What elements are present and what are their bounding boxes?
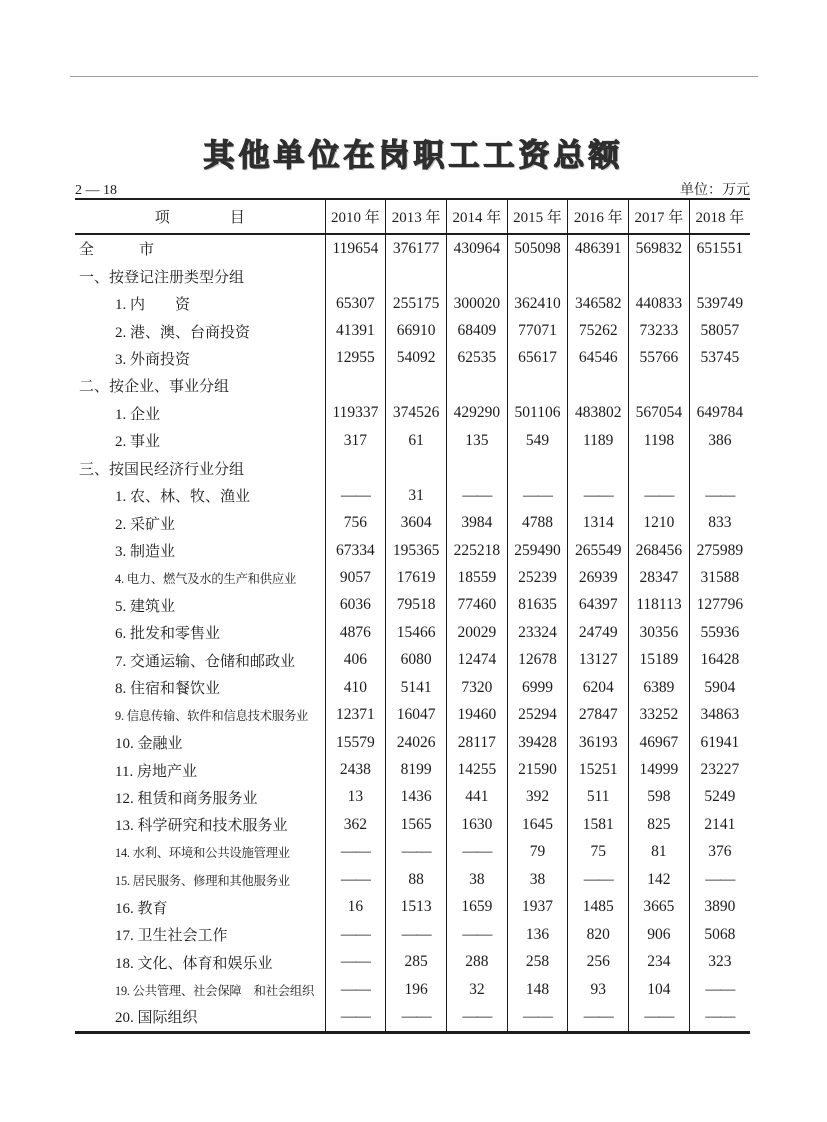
cell-value: 148 <box>507 976 568 1003</box>
cell-value: 258 <box>507 948 568 975</box>
cell-value: 25239 <box>507 564 568 591</box>
row-item-label: 2. 港、澳、台商投资 <box>115 324 251 341</box>
cell-value: 906 <box>629 921 690 948</box>
row-item-label: 19. 公共管理、社会保障 和社会组织 <box>115 983 315 998</box>
table-row <box>75 564 750 591</box>
unit-label: 单位：万元 <box>680 183 750 198</box>
cell-value: 81 <box>629 839 690 866</box>
cell-value: —— <box>325 976 386 1003</box>
cell-value <box>568 262 629 289</box>
cell-value: 16 <box>325 894 386 921</box>
cell-value: —— <box>325 921 386 948</box>
cell-value <box>629 262 690 289</box>
cell-value: —— <box>446 482 507 509</box>
cell-value: 833 <box>689 509 750 536</box>
cell-value: 7320 <box>446 674 507 701</box>
row-item-label: 9. 信息传输、软件和信息技术服务业 <box>115 709 309 724</box>
table-body <box>75 234 750 1032</box>
cell-value: 1198 <box>629 427 690 454</box>
table-row <box>75 976 750 1003</box>
meta-row <box>75 179 750 199</box>
table-row <box>75 839 750 866</box>
row-item-label: 13. 科学研究和技术服务业 <box>115 818 288 835</box>
cell-value <box>568 372 629 399</box>
cell-value: 2141 <box>689 811 750 838</box>
table-row <box>75 400 750 427</box>
cell-value: 9057 <box>325 564 386 591</box>
cell-value: —— <box>446 1003 507 1032</box>
row-item-label: 一、按登记注册类型分组 <box>79 269 245 286</box>
cell-value: 54092 <box>386 345 447 372</box>
row-item-label: 2. 采矿业 <box>115 516 176 533</box>
cell-value: —— <box>325 839 386 866</box>
cell-value: 13 <box>325 784 386 811</box>
cell-value: 392 <box>507 784 568 811</box>
cell-value: 1210 <box>629 509 690 536</box>
cell-value: 756 <box>325 509 386 536</box>
cell-value: —— <box>446 921 507 948</box>
cell-value: 1645 <box>507 811 568 838</box>
cell-value: 362410 <box>507 290 568 317</box>
cell-value: —— <box>568 482 629 509</box>
cell-value: 81635 <box>507 592 568 619</box>
table-row <box>75 509 750 536</box>
cell-value: 649784 <box>689 400 750 427</box>
header-year-2017: 2017 年 <box>629 199 690 234</box>
cell-value: 25294 <box>507 701 568 728</box>
cell-value: 14999 <box>629 756 690 783</box>
row-item-label: 二、按企业、事业分组 <box>79 379 230 396</box>
cell-value: 6389 <box>629 674 690 701</box>
table-row <box>75 729 750 756</box>
cell-value: 486391 <box>568 234 629 262</box>
row-item-label: 16. 教育 <box>115 900 168 917</box>
cell-value: —— <box>325 482 386 509</box>
cell-value <box>629 372 690 399</box>
row-item-label: 3. 外商投资 <box>115 351 191 368</box>
cell-value: 4876 <box>325 619 386 646</box>
row-item-label: 1. 农、林、牧、渔业 <box>115 489 251 506</box>
cell-value: 825 <box>629 811 690 838</box>
cell-value: 93 <box>568 976 629 1003</box>
cell-value: 23227 <box>689 756 750 783</box>
cell-value: 288 <box>446 948 507 975</box>
row-item-label: 6. 批发和零售业 <box>115 626 221 643</box>
cell-value: 317 <box>325 427 386 454</box>
cell-value: 13127 <box>568 647 629 674</box>
table-header-row <box>75 199 750 234</box>
row-item-label: 2. 事业 <box>115 434 161 451</box>
cell-value: 259490 <box>507 537 568 564</box>
table-row <box>75 921 750 948</box>
cell-value: 5904 <box>689 674 750 701</box>
cell-value: 24026 <box>386 729 447 756</box>
cell-value: 16047 <box>386 701 447 728</box>
cell-value: 5141 <box>386 674 447 701</box>
cell-value: —— <box>507 1003 568 1032</box>
cell-value: 20029 <box>446 619 507 646</box>
cell-value: 234 <box>629 948 690 975</box>
cell-value: 142 <box>629 866 690 893</box>
cell-value: 30356 <box>629 619 690 646</box>
cell-value: 346582 <box>568 290 629 317</box>
cell-value: 1581 <box>568 811 629 838</box>
cell-value: —— <box>568 866 629 893</box>
cell-value: 79518 <box>386 592 447 619</box>
cell-value: 429290 <box>446 400 507 427</box>
cell-value: 511 <box>568 784 629 811</box>
cell-value: —— <box>689 1003 750 1032</box>
table-row <box>75 372 750 399</box>
cell-value: 651551 <box>689 234 750 262</box>
cell-value: 41391 <box>325 317 386 344</box>
cell-value: —— <box>507 482 568 509</box>
cell-value: 12474 <box>446 647 507 674</box>
cell-value: 32 <box>446 976 507 1003</box>
cell-value: 17619 <box>386 564 447 591</box>
cell-value: 1485 <box>568 894 629 921</box>
cell-value: 88 <box>386 866 447 893</box>
cell-value: 79 <box>507 839 568 866</box>
cell-value: 549 <box>507 427 568 454</box>
cell-value: 1937 <box>507 894 568 921</box>
cell-value: 6080 <box>386 647 447 674</box>
cell-value: 73233 <box>629 317 690 344</box>
cell-value: 46967 <box>629 729 690 756</box>
table-row <box>75 647 750 674</box>
cell-value <box>325 262 386 289</box>
cell-value: 376 <box>689 839 750 866</box>
cell-value: 64397 <box>568 592 629 619</box>
row-item-label: 17. 卫生社会工作 <box>115 928 228 945</box>
cell-value: 64546 <box>568 345 629 372</box>
cell-value: 15189 <box>629 647 690 674</box>
row-item-label: 15. 居民服务、修理和其他服务业 <box>115 873 290 888</box>
cell-value: 36193 <box>568 729 629 756</box>
cell-value: 65307 <box>325 290 386 317</box>
cell-value: 119654 <box>325 234 386 262</box>
cell-value: 15251 <box>568 756 629 783</box>
cell-value: 67334 <box>325 537 386 564</box>
cell-value: —— <box>325 1003 386 1032</box>
cell-value: 12955 <box>325 345 386 372</box>
cell-value: 136 <box>507 921 568 948</box>
cell-value: 19460 <box>446 701 507 728</box>
cell-value: —— <box>629 1003 690 1032</box>
table-row <box>75 811 750 838</box>
cell-value: 505098 <box>507 234 568 262</box>
cell-value: 33252 <box>629 701 690 728</box>
cell-value: 28117 <box>446 729 507 756</box>
cell-value: 38 <box>507 866 568 893</box>
cell-value: —— <box>689 976 750 1003</box>
row-item-label: 1. 内 资 <box>115 297 191 314</box>
cell-value: 66910 <box>386 317 447 344</box>
row-item-label: 14. 水利、环境和公共设施管理业 <box>115 846 290 861</box>
cell-value: 1565 <box>386 811 447 838</box>
cell-value: 55936 <box>689 619 750 646</box>
cell-value: 16428 <box>689 647 750 674</box>
cell-value <box>689 455 750 482</box>
cell-value <box>325 455 386 482</box>
cell-value <box>386 372 447 399</box>
table-row <box>75 894 750 921</box>
cell-value: 18559 <box>446 564 507 591</box>
row-item-label: 4. 电力、燃气及水的生产和供应业 <box>115 571 297 586</box>
cell-value: 21590 <box>507 756 568 783</box>
cell-value: —— <box>689 482 750 509</box>
cell-value: 75 <box>568 839 629 866</box>
header-year-2016: 2016 年 <box>568 199 629 234</box>
cell-value: 27847 <box>568 701 629 728</box>
row-item-label: 全 市 <box>79 242 155 259</box>
cell-value <box>507 455 568 482</box>
cell-value: 75262 <box>568 317 629 344</box>
cell-value <box>568 455 629 482</box>
cell-value <box>446 455 507 482</box>
cell-value: 268456 <box>629 537 690 564</box>
cell-value: 62535 <box>446 345 507 372</box>
cell-value: 374526 <box>386 400 447 427</box>
table-row <box>75 674 750 701</box>
table-row <box>75 592 750 619</box>
table-row <box>75 290 750 317</box>
cell-value: 285 <box>386 948 447 975</box>
cell-value: 77460 <box>446 592 507 619</box>
cell-value <box>507 372 568 399</box>
cell-value: 567054 <box>629 400 690 427</box>
cell-value: 24749 <box>568 619 629 646</box>
cell-value <box>386 455 447 482</box>
cell-value: 127796 <box>689 592 750 619</box>
cell-value: 275989 <box>689 537 750 564</box>
cell-value: 255175 <box>386 290 447 317</box>
page-title: 其他单位在岗职工工资总额 <box>203 138 624 173</box>
cell-value: 1513 <box>386 894 447 921</box>
row-item-label: 3. 制造业 <box>115 544 176 561</box>
cell-value: 376177 <box>386 234 447 262</box>
cell-value: 34863 <box>689 701 750 728</box>
cell-value: 65617 <box>507 345 568 372</box>
header-year-2015: 2015 年 <box>507 199 568 234</box>
table-row <box>75 537 750 564</box>
cell-value: —— <box>386 1003 447 1032</box>
cell-value: 31 <box>386 482 447 509</box>
row-item-label: 11. 房地产业 <box>115 763 197 780</box>
table-row <box>75 866 750 893</box>
table-row <box>75 619 750 646</box>
row-item-label: 12. 租赁和商务服务业 <box>115 790 258 807</box>
cell-value <box>446 262 507 289</box>
cell-value: 5249 <box>689 784 750 811</box>
cell-value: 386 <box>689 427 750 454</box>
cell-value: 6999 <box>507 674 568 701</box>
cell-value: 569832 <box>629 234 690 262</box>
cell-value: 8199 <box>386 756 447 783</box>
cell-value: 4788 <box>507 509 568 536</box>
cell-value: 119337 <box>325 400 386 427</box>
row-item-label: 1. 企业 <box>115 406 161 423</box>
cell-value: 196 <box>386 976 447 1003</box>
cell-value: 61 <box>386 427 447 454</box>
cell-value: 104 <box>629 976 690 1003</box>
cell-value: 225218 <box>446 537 507 564</box>
cell-value: 1659 <box>446 894 507 921</box>
cell-value: 55766 <box>629 345 690 372</box>
top-divider-rule <box>70 76 758 77</box>
table-row <box>75 701 750 728</box>
cell-value: 256 <box>568 948 629 975</box>
cell-value: 406 <box>325 647 386 674</box>
cell-value <box>689 372 750 399</box>
cell-value: 135 <box>446 427 507 454</box>
cell-value <box>507 262 568 289</box>
cell-value <box>446 372 507 399</box>
cell-value: 410 <box>325 674 386 701</box>
header-year-2014: 2014 年 <box>446 199 507 234</box>
table-row <box>75 345 750 372</box>
table-row <box>75 317 750 344</box>
row-item-label: 8. 住宿和餐饮业 <box>115 681 221 698</box>
header-item-label: 项 目 <box>75 199 325 234</box>
cell-value <box>386 262 447 289</box>
cell-value: 441 <box>446 784 507 811</box>
cell-value: 3890 <box>689 894 750 921</box>
cell-value: —— <box>446 839 507 866</box>
header-year-2018: 2018 年 <box>689 199 750 234</box>
cell-value: 300020 <box>446 290 507 317</box>
cell-value: 430964 <box>446 234 507 262</box>
row-item-label: 5. 建筑业 <box>115 598 176 615</box>
header-year-2010: 2010 年 <box>325 199 386 234</box>
cell-value: 23324 <box>507 619 568 646</box>
cell-value: —— <box>325 948 386 975</box>
cell-value <box>325 372 386 399</box>
cell-value: 15579 <box>325 729 386 756</box>
cell-value: 5068 <box>689 921 750 948</box>
cell-value: 362 <box>325 811 386 838</box>
cell-value: 28347 <box>629 564 690 591</box>
cell-value <box>629 455 690 482</box>
row-item-label: 7. 交通运输、仓储和邮政业 <box>115 653 296 670</box>
cell-value: 68409 <box>446 317 507 344</box>
table-row <box>75 427 750 454</box>
cell-value: 440833 <box>629 290 690 317</box>
cell-value: —— <box>629 482 690 509</box>
cell-value: 1436 <box>386 784 447 811</box>
table-row <box>75 948 750 975</box>
cell-value: 12371 <box>325 701 386 728</box>
cell-value: 598 <box>629 784 690 811</box>
cell-value: —— <box>386 839 447 866</box>
cell-value: 118113 <box>629 592 690 619</box>
cell-value: 6204 <box>568 674 629 701</box>
cell-value: 26939 <box>568 564 629 591</box>
row-item-label: 18. 文化、体育和娱乐业 <box>115 955 273 972</box>
cell-value <box>689 262 750 289</box>
cell-value: 58057 <box>689 317 750 344</box>
table-row <box>75 482 750 509</box>
row-item-label: 10. 金融业 <box>115 736 183 753</box>
statistics-table <box>75 198 750 1034</box>
cell-value: —— <box>325 866 386 893</box>
cell-value: 1630 <box>446 811 507 838</box>
cell-value: 539749 <box>689 290 750 317</box>
cell-value: 265549 <box>568 537 629 564</box>
cell-value: 6036 <box>325 592 386 619</box>
cell-value: 1189 <box>568 427 629 454</box>
cell-value: 53745 <box>689 345 750 372</box>
header-year-2013: 2013 年 <box>386 199 447 234</box>
cell-value: —— <box>386 921 447 948</box>
cell-value: 2438 <box>325 756 386 783</box>
cell-value: —— <box>689 866 750 893</box>
row-item-label: 三、按国民经济行业分组 <box>79 461 245 478</box>
cell-value: 14255 <box>446 756 507 783</box>
table-row <box>75 1003 750 1032</box>
table-row <box>75 234 750 262</box>
cell-value: 39428 <box>507 729 568 756</box>
cell-value: 1314 <box>568 509 629 536</box>
table-row <box>75 262 750 289</box>
table-row <box>75 784 750 811</box>
cell-value: 77071 <box>507 317 568 344</box>
table-code: 2 — 18 <box>75 183 117 198</box>
cell-value: 195365 <box>386 537 447 564</box>
cell-value: 483802 <box>568 400 629 427</box>
table-row <box>75 756 750 783</box>
cell-value: 31588 <box>689 564 750 591</box>
cell-value: 323 <box>689 948 750 975</box>
cell-value: 61941 <box>689 729 750 756</box>
row-item-label: 20. 国际组织 <box>115 1010 198 1027</box>
cell-value: 501106 <box>507 400 568 427</box>
cell-value: 15466 <box>386 619 447 646</box>
cell-value: 3665 <box>629 894 690 921</box>
cell-value: 3604 <box>386 509 447 536</box>
cell-value: 12678 <box>507 647 568 674</box>
cell-value: 3984 <box>446 509 507 536</box>
cell-value: 38 <box>446 866 507 893</box>
cell-value: 820 <box>568 921 629 948</box>
table-row <box>75 455 750 482</box>
cell-value: —— <box>568 1003 629 1032</box>
